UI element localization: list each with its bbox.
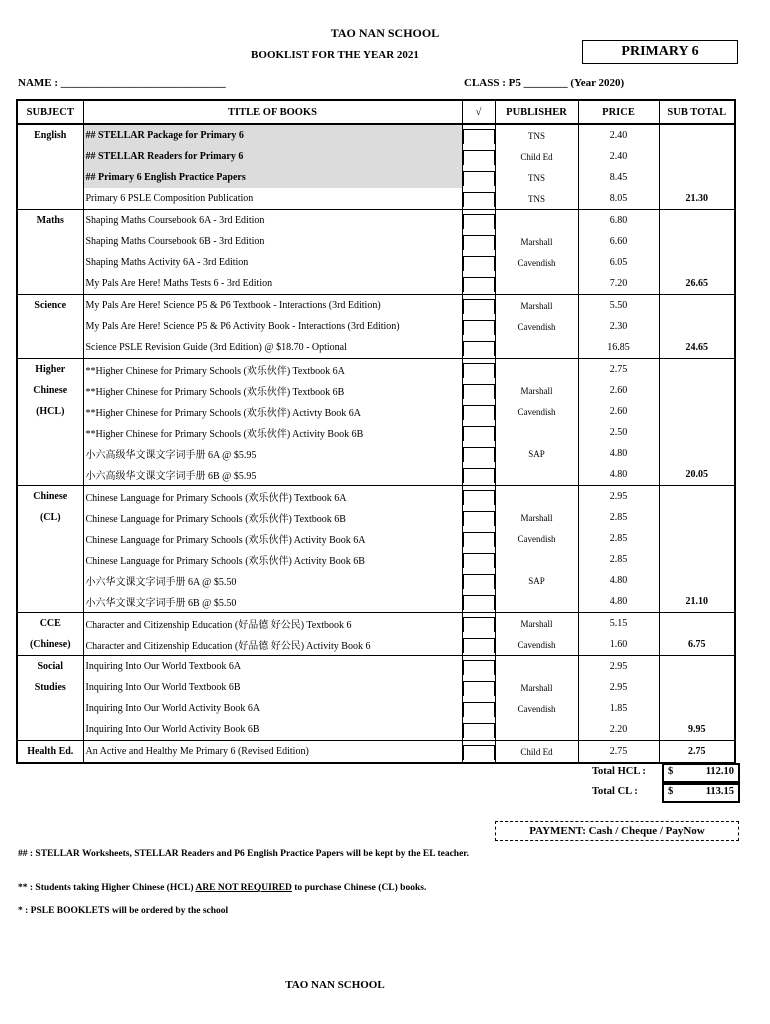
booklist-title: BOOKLIST FOR THE YEAR 2021 [251,49,419,61]
subject-cell: (Chinese) [17,634,83,656]
checkbox-cell[interactable] [462,507,495,528]
publisher-cell: Cavendish [495,528,578,549]
table-row [17,295,735,317]
publisher-cell: Marshall [495,295,578,317]
checkbox-cell[interactable] [462,124,495,146]
subtotal-cell [659,486,735,508]
subject-cell: (HCL) [17,401,83,422]
subject-cell [17,528,83,549]
subject-cell: Chinese [17,380,83,401]
checkbox-cell[interactable] [462,359,495,381]
publisher-cell [495,359,578,381]
book-title: My Pals Are Here! Science P5 & P6 Textbook - Interactions (3rd Edition) [83,295,462,317]
book-title: An Active and Healthy Me Primary 6 (Revised Edition) [83,741,462,764]
publisher-cell: TNS [495,167,578,188]
price-cell: 4.80 [578,443,659,464]
book-title: **Higher Chinese for Primary Schools (欢乐伙伴) Textbook 6A [83,359,462,381]
subtotal-cell: 21.30 [659,188,735,210]
publisher-cell [495,464,578,486]
tick-box[interactable] [463,426,495,441]
subject-cell: Health Ed. [17,741,83,764]
book-title: **Higher Chinese for Primary Schools (欢乐伙伴) Activity Book 6B [83,422,462,443]
note-psle: * : PSLE BOOKLETS will be ordered by the school [18,906,229,916]
subtotal-cell [659,613,735,635]
tick-box[interactable] [463,277,495,292]
tick-box[interactable] [463,320,495,335]
price-cell: 4.80 [578,570,659,591]
total-cl-box [662,783,740,803]
subject-cell [17,146,83,167]
subject-cell: CCE [17,613,83,635]
header-check: √ [462,100,495,124]
tick-box[interactable] [463,363,495,378]
subtotal-cell [659,210,735,232]
checkbox-cell[interactable] [462,252,495,273]
subtotal-cell: 21.10 [659,591,735,613]
subtotal-cell: 9.95 [659,719,735,741]
tick-box[interactable] [463,256,495,271]
table-row [17,507,735,528]
publisher-cell [495,422,578,443]
publisher-cell: Cavendish [495,401,578,422]
total-cl-label: Total CL : [592,786,638,797]
level-box: PRIMARY 6 [582,40,738,64]
book-title: Chinese Language for Primary Schools (欢乐伙伴) Activity Book 6B [83,549,462,570]
total-cl-currency: $ [668,786,674,797]
table-row [17,167,735,188]
checkbox-cell[interactable] [462,677,495,698]
subject-cell: Studies [17,677,83,698]
tick-box[interactable] [463,595,495,610]
tick-box[interactable] [463,553,495,568]
subtotal-cell [659,677,735,698]
publisher-cell: Cavendish [495,634,578,656]
checkbox-cell[interactable] [462,528,495,549]
subtotal-cell [659,507,735,528]
publisher-cell [495,549,578,570]
subject-cell [17,570,83,591]
publisher-cell [495,591,578,613]
table-row [17,210,735,232]
publisher-cell: Cavendish [495,252,578,273]
book-title: Primary 6 PSLE Composition Publication [83,188,462,210]
tick-box[interactable] [463,235,495,250]
subtotal-cell [659,401,735,422]
checkbox-cell[interactable] [462,634,495,656]
publisher-cell: TNS [495,124,578,146]
price-cell: 2.20 [578,719,659,741]
subtotal-cell: 26.65 [659,273,735,295]
subject-cell: Higher [17,359,83,381]
price-cell: 5.50 [578,295,659,317]
book-title: 小六华文课文字词手册 6B @ $5.50 [83,591,462,613]
table-row [17,741,735,764]
table-row [17,359,735,381]
subject-cell: Chinese [17,486,83,508]
subject-cell [17,443,83,464]
book-title: Character and Citizenship Education (好品德 好公民) Activity Book 6 [83,634,462,656]
subtotal-cell [659,295,735,317]
payment-methods: PAYMENT: Cash / Cheque / PayNow [495,821,739,841]
subject-cell: (CL) [17,507,83,528]
price-cell: 2.85 [578,528,659,549]
publisher-cell: Cavendish [495,698,578,719]
tick-box[interactable] [463,638,495,653]
publisher-cell: Child Ed [495,146,578,167]
publisher-cell: Marshall [495,231,578,252]
price-cell: 4.80 [578,464,659,486]
book-title: Chinese Language for Primary Schools (欢乐伙伴) Textbook 6A [83,486,462,508]
price-cell: 8.45 [578,167,659,188]
total-cl-value: 113.15 [705,786,734,797]
header-subtotal: SUB TOTAL [659,100,735,124]
table-row [17,443,735,464]
publisher-cell: Child Ed [495,741,578,764]
table-row [17,231,735,252]
publisher-cell [495,210,578,232]
checkbox-cell[interactable] [462,401,495,422]
book-title: Chinese Language for Primary Schools (欢乐伙伴) Activity Book 6A [83,528,462,549]
publisher-cell: TNS [495,188,578,210]
price-cell: 6.80 [578,210,659,232]
subject-cell [17,698,83,719]
subject-cell [17,231,83,252]
tick-box[interactable] [463,617,495,632]
tick-box[interactable] [463,574,495,589]
subject-cell [17,337,83,359]
book-title: Science PSLE Revision Guide (3rd Edition) @ $18.70 - Optional [83,337,462,359]
subtotal-cell [659,549,735,570]
checkbox-cell[interactable] [462,273,495,295]
tick-box[interactable] [463,702,495,717]
subject-cell [17,549,83,570]
subject-cell [17,273,83,295]
tick-box[interactable] [463,405,495,420]
tick-box[interactable] [463,129,495,144]
price-cell: 4.80 [578,591,659,613]
note-hcl-emphasis: ARE NOT REQUIRED [195,883,292,893]
price-cell: 6.60 [578,231,659,252]
subject-cell: Science [17,295,83,317]
table-row [17,188,735,210]
subtotal-cell [659,380,735,401]
total-hcl-label: Total HCL : [592,766,646,777]
checkbox-cell[interactable] [462,656,495,678]
book-title: Inquiring Into Our World Activity Book 6A [83,698,462,719]
subtotal-cell [659,422,735,443]
table-row [17,570,735,591]
price-cell: 2.30 [578,316,659,337]
price-cell: 2.85 [578,507,659,528]
book-title: ## STELLAR Package for Primary 6 [83,124,462,146]
class-field[interactable]: CLASS : P5 ________ (Year 2020) [464,77,625,89]
price-cell: 2.95 [578,486,659,508]
checkbox-cell[interactable] [462,613,495,635]
subtotal-cell [659,570,735,591]
tick-box[interactable] [463,511,495,526]
book-title: Character and Citizenship Education (好品德 好公民) Textbook 6 [83,613,462,635]
tick-box[interactable] [463,681,495,696]
subtotal-cell [659,231,735,252]
subject-cell [17,252,83,273]
checkbox-cell[interactable] [462,422,495,443]
total-hcl-currency: $ [668,766,674,777]
table-row [17,591,735,613]
checkbox-cell[interactable] [462,464,495,486]
book-title: ## STELLAR Readers for Primary 6 [83,146,462,167]
table-row [17,634,735,656]
price-cell: 1.85 [578,698,659,719]
total-hcl-value: 112.10 [705,766,734,777]
tick-box[interactable] [463,341,495,356]
table-row [17,252,735,273]
subtotal-cell [659,528,735,549]
publisher-cell: SAP [495,443,578,464]
subject-cell [17,719,83,741]
subtotal-cell: 6.75 [659,634,735,656]
price-cell: 2.85 [578,549,659,570]
table-header-row [17,100,735,124]
book-title: Inquiring Into Our World Textbook 6A [83,656,462,678]
header-publisher: PUBLISHER [495,100,578,124]
table-row [17,124,735,146]
subject-cell: Maths [17,210,83,232]
book-title: **Higher Chinese for Primary Schools (欢乐伙伴) Activty Book 6A [83,401,462,422]
note-stellar: ## : STELLAR Worksheets, STELLAR Readers and P6 English Practice Papers will be kept by the EL teacher. [18,849,470,859]
header-price: PRICE [578,100,659,124]
school-name-footer: TAO NAN SCHOOL [285,979,385,991]
table-row [17,656,735,678]
book-title: ## Primary 6 English Practice Papers [83,167,462,188]
table-body [17,124,735,763]
checkbox-cell[interactable] [462,295,495,317]
table-row [17,146,735,167]
table-row [17,486,735,508]
book-title: Shaping Maths Coursebook 6B - 3rd Edition [83,231,462,252]
tick-box[interactable] [463,171,495,186]
book-title: Chinese Language for Primary Schools (欢乐伙伴) Textbook 6B [83,507,462,528]
booklist-table [16,99,736,764]
name-field[interactable]: NAME : ______________________________ [18,77,226,89]
tick-box[interactable] [463,384,495,399]
book-title: Shaping Maths Activity 6A - 3rd Edition [83,252,462,273]
publisher-cell [495,656,578,678]
table-row [17,401,735,422]
checkbox-cell[interactable] [462,210,495,232]
book-title: 小六高级华文课文字词手册 6B @ $5.95 [83,464,462,486]
price-cell: 2.75 [578,741,659,764]
subject-cell [17,167,83,188]
subject-cell [17,591,83,613]
tick-box[interactable] [463,660,495,675]
publisher-cell [495,337,578,359]
subject-cell [17,422,83,443]
checkbox-cell[interactable] [462,486,495,508]
table-row [17,316,735,337]
subject-cell: English [17,124,83,146]
header-title: TITLE OF BOOKS [83,100,462,124]
publisher-cell: Marshall [495,380,578,401]
subtotal-cell [659,698,735,719]
checkbox-cell[interactable] [462,443,495,464]
tick-box[interactable] [463,214,495,229]
price-cell: 2.95 [578,677,659,698]
publisher-cell: Marshall [495,613,578,635]
publisher-cell: Marshall [495,507,578,528]
price-cell: 2.60 [578,401,659,422]
checkbox-cell[interactable] [462,741,495,764]
checkbox-cell[interactable] [462,380,495,401]
checkbox-cell[interactable] [462,698,495,719]
note-hcl-suffix: to purchase Chinese (CL) books. [291,883,427,893]
tick-box[interactable] [463,745,495,760]
price-cell: 2.75 [578,359,659,381]
table-row [17,380,735,401]
book-title: My Pals Are Here! Science P5 & P6 Activity Book - Interactions (3rd Edition) [83,316,462,337]
subtotal-cell: 2.75 [659,741,735,764]
checkbox-cell[interactable] [462,549,495,570]
tick-box[interactable] [463,299,495,314]
table-row [17,549,735,570]
tick-box[interactable] [463,192,495,207]
checkbox-cell[interactable] [462,167,495,188]
book-title: Shaping Maths Coursebook 6A - 3rd Edition [83,210,462,232]
checkbox-cell[interactable] [462,188,495,210]
publisher-cell [495,719,578,741]
table-row [17,698,735,719]
tick-box[interactable] [463,723,495,738]
subtotal-cell: 20.05 [659,464,735,486]
table-row [17,719,735,741]
checkbox-cell[interactable] [462,231,495,252]
header-subject: SUBJECT [17,100,83,124]
publisher-cell: SAP [495,570,578,591]
price-cell: 8.05 [578,188,659,210]
publisher-cell [495,486,578,508]
subtotal-cell [659,316,735,337]
book-title: Inquiring Into Our World Textbook 6B [83,677,462,698]
subject-cell [17,316,83,337]
checkbox-cell[interactable] [462,719,495,741]
subject-cell [17,188,83,210]
tick-box[interactable] [463,532,495,547]
subtotal-cell [659,252,735,273]
total-hcl-box [662,763,740,783]
publisher-cell: Cavendish [495,316,578,337]
price-cell: 2.40 [578,146,659,167]
checkbox-cell[interactable] [462,337,495,359]
tick-box[interactable] [463,150,495,165]
note-hcl [18,882,538,895]
book-title: 小六高级华文课文字词手册 6A @ $5.95 [83,443,462,464]
subtotal-cell: 24.65 [659,337,735,359]
table-row [17,422,735,443]
checkbox-cell[interactable] [462,591,495,613]
subtotal-cell [659,656,735,678]
table-row [17,337,735,359]
subtotal-cell [659,359,735,381]
subtotal-cell [659,124,735,146]
price-cell: 2.95 [578,656,659,678]
table-row [17,528,735,549]
price-cell: 6.05 [578,252,659,273]
publisher-cell: Marshall [495,677,578,698]
price-cell: 1.60 [578,634,659,656]
subject-cell: Social [17,656,83,678]
price-cell: 2.40 [578,124,659,146]
note-hcl-prefix: ** : Students taking Higher Chinese (HCL) [18,883,196,893]
tick-box[interactable] [463,447,495,462]
price-cell: 7.20 [578,273,659,295]
book-title: **Higher Chinese for Primary Schools (欢乐伙伴) Textbook 6B [83,380,462,401]
checkbox-cell[interactable] [462,570,495,591]
table-row [17,613,735,635]
table-row [17,464,735,486]
school-name-header: TAO NAN SCHOOL [330,26,440,40]
price-cell: 5.15 [578,613,659,635]
publisher-cell [495,273,578,295]
book-title: My Pals Are Here! Maths Tests 6 - 3rd Edition [83,273,462,295]
tick-box[interactable] [463,468,495,483]
table-row [17,273,735,295]
subtotal-cell [659,443,735,464]
checkbox-cell[interactable] [462,316,495,337]
price-cell: 2.50 [578,422,659,443]
subtotal-cell [659,146,735,167]
price-cell: 16.85 [578,337,659,359]
book-title: Inquiring Into Our World Activity Book 6B [83,719,462,741]
book-title: 小六华文课文字词手册 6A @ $5.50 [83,570,462,591]
subtotal-cell [659,167,735,188]
checkbox-cell[interactable] [462,146,495,167]
subject-cell [17,464,83,486]
tick-box[interactable] [463,490,495,505]
table-row [17,677,735,698]
price-cell: 2.60 [578,380,659,401]
